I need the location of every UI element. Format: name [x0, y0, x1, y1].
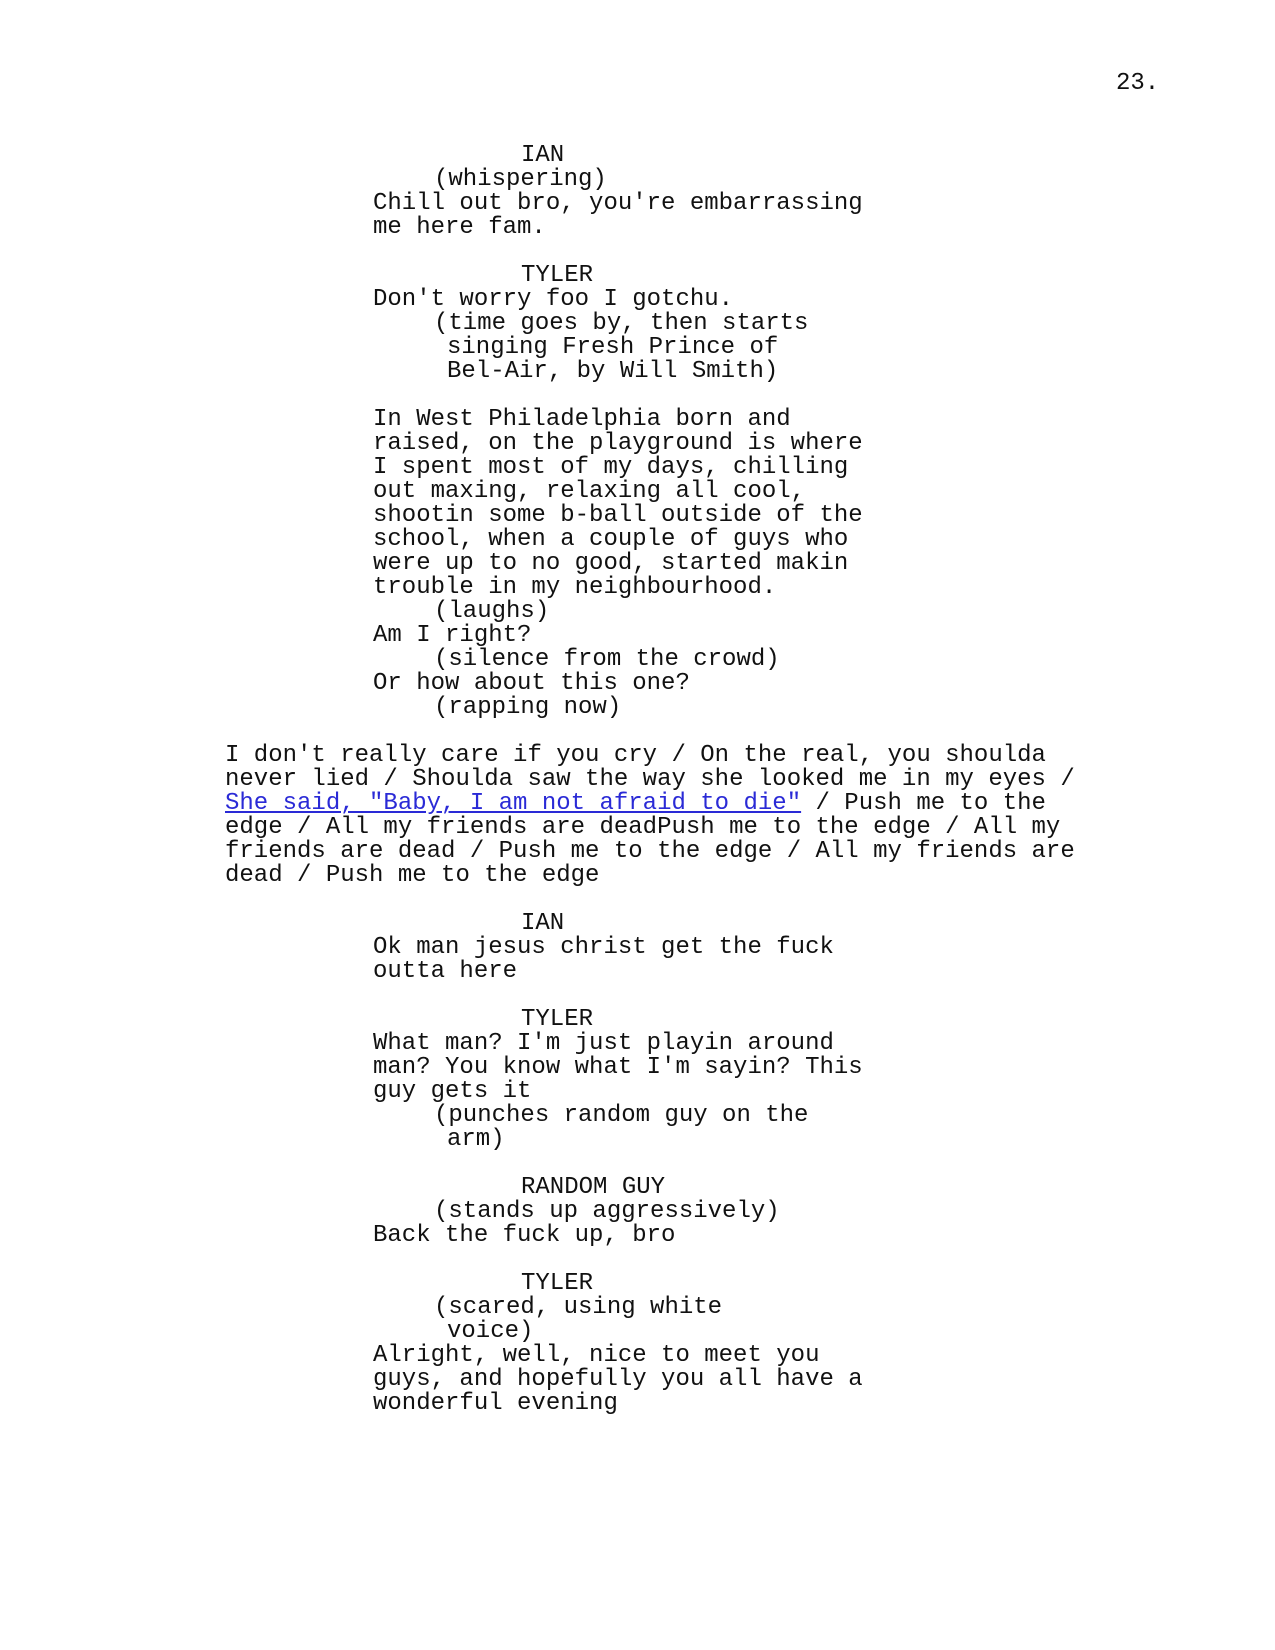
lyrics-line — [225, 791, 1046, 816]
dialogue-line: Or how about this one? — [373, 670, 690, 697]
parenthetical: (laughs) — [434, 598, 550, 625]
dialogue-line: me here fam. — [373, 214, 546, 241]
character-name: IAN — [521, 142, 565, 169]
dialogue-line: out maxing, relaxing all cool, — [373, 478, 806, 505]
character-name: TYLER — [521, 262, 594, 289]
parenthetical: Bel-Air, by Will Smith) — [447, 358, 779, 385]
dialogue-line: shootin some b-ball outside of the — [373, 502, 863, 529]
lyrics-line: friends are dead / Push me to the edge / All my friends are — [225, 838, 1075, 865]
dialogue-line: In West Philadelphia born and — [373, 406, 791, 433]
parenthetical: (rapping now) — [434, 694, 622, 721]
dialogue-line: Chill out bro, you're embarrassing — [373, 190, 863, 217]
dialogue-line: man? You know what I'm sayin? This — [373, 1054, 863, 1081]
character-name: TYLER — [521, 1270, 594, 1297]
lyrics-link[interactable]: She said, "Baby, I am not afraid to die" — [225, 790, 802, 817]
dialogue-line: Ok man jesus christ get the fuck — [373, 934, 834, 961]
dialogue-line: Am I right? — [373, 622, 532, 649]
dialogue-line: Alright, well, nice to meet you — [373, 1342, 820, 1369]
dialogue-line: Back the fuck up, bro — [373, 1222, 676, 1249]
dialogue-line: wonderful evening — [373, 1390, 618, 1417]
lyrics-line-rest: / Push me to the — [801, 790, 1046, 817]
dialogue-line: were up to no good, started makin — [373, 550, 849, 577]
parenthetical: (punches random guy on the — [434, 1102, 809, 1129]
parenthetical: (time goes by, then starts — [434, 310, 809, 337]
lyrics-line: edge / All my friends are deadPush me to the edge / All my — [225, 814, 1061, 841]
dialogue-line: raised, on the playground is where — [373, 430, 863, 457]
parenthetical: voice) — [447, 1318, 534, 1345]
character-name: RANDOM GUY — [521, 1174, 666, 1201]
lyrics-line: never lied / Shoulda saw the way she looked me in my eyes / — [225, 766, 1075, 793]
character-name: TYLER — [521, 1006, 594, 1033]
parenthetical: (scared, using white — [434, 1294, 723, 1321]
parenthetical: (whispering) — [434, 166, 607, 193]
parenthetical: (stands up aggressively) — [434, 1198, 780, 1225]
parenthetical: singing Fresh Prince of — [447, 334, 779, 361]
lyrics-line: dead / Push me to the edge — [225, 862, 600, 889]
dialogue-line: I spent most of my days, chilling — [373, 454, 849, 481]
dialogue-line: guy gets it — [373, 1078, 532, 1105]
dialogue-line: What man? I'm just playin around — [373, 1030, 834, 1057]
parenthetical: arm) — [447, 1126, 505, 1153]
dialogue-line: Don't worry foo I gotchu. — [373, 286, 734, 313]
page-number: 23. — [1116, 70, 1160, 97]
dialogue-line: school, when a couple of guys who — [373, 526, 849, 553]
character-name: IAN — [521, 910, 565, 937]
dialogue-line: guys, and hopefully you all have a — [373, 1366, 863, 1393]
dialogue-line: trouble in my neighbourhood. — [373, 574, 777, 601]
lyrics-line: I don't really care if you cry / On the real, you shoulda — [225, 742, 1046, 769]
dialogue-line: outta here — [373, 958, 518, 985]
parenthetical: (silence from the crowd) — [434, 646, 780, 673]
